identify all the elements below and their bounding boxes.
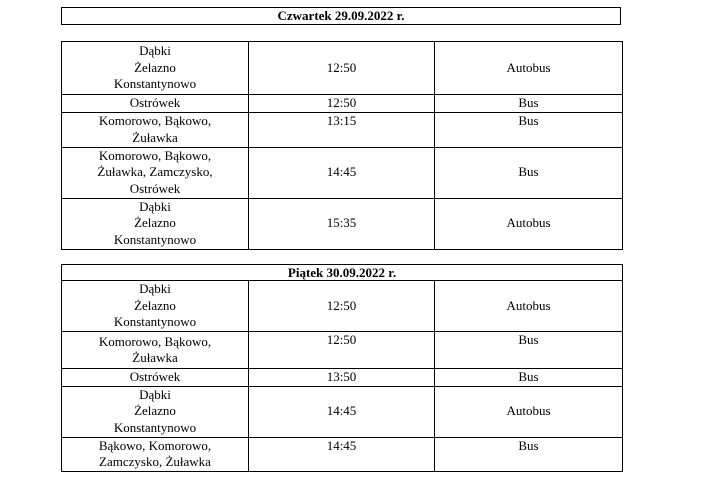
table-row (62, 147, 623, 198)
table-row (62, 369, 623, 387)
time-cell: 15:35 (249, 198, 435, 249)
time-cell: 13:50 (249, 369, 435, 387)
transport-cell: Bus (435, 147, 623, 198)
location-cell: Ostrówek (62, 95, 249, 113)
table-row (62, 95, 623, 113)
time-cell: 14:45 (249, 386, 435, 437)
transport-cell: Autobus (435, 198, 623, 249)
day2-schedule-table (61, 264, 623, 472)
table-row (62, 386, 623, 437)
location-cell: Dąbki Żelazno Konstantynowo (62, 386, 249, 437)
time-cell: 14:45 (249, 147, 435, 198)
time-cell: 14:45 (249, 437, 435, 471)
location-cell: Ostrówek (62, 369, 249, 387)
location-cell: Dąbki Żelazno Konstantynowo (62, 198, 249, 249)
table-row (62, 332, 623, 369)
day2-title: Piątek 30.09.2022 r. (62, 265, 623, 281)
time-cell: 12:50 (249, 95, 435, 113)
time-cell: 12:50 (249, 332, 435, 369)
transport-cell: Autobus (435, 281, 623, 332)
transport-cell: Autobus (435, 386, 623, 437)
day1-title-text: Czwartek 29.09.2022 r. (277, 8, 405, 23)
day2-title-row (62, 265, 623, 281)
table-row (62, 281, 623, 332)
table-row (62, 42, 623, 95)
location-cell: Dąbki Żelazno Konstantynowo (62, 42, 249, 95)
time-cell: 13:15 (249, 112, 435, 147)
transport-cell: Bus (435, 437, 623, 471)
table-row (62, 112, 623, 147)
table-row (62, 437, 623, 471)
location-cell: Komorowo, Bąkowo, Żuławka, Zamczysko, Ostrówek (62, 147, 249, 198)
time-cell: 12:50 (249, 281, 435, 332)
time-cell: 12:50 (249, 42, 435, 95)
table-row (62, 198, 623, 249)
transport-cell: Autobus (435, 42, 623, 95)
transport-cell: Bus (435, 112, 623, 147)
location-cell: Komorowo, Bąkowo, Żuławka (62, 112, 249, 147)
day1-title (61, 7, 621, 25)
location-cell: Bąkowo, Komorowo, Zamczysko, Żuławka (62, 437, 249, 471)
transport-cell: Bus (435, 95, 623, 113)
day1-schedule-table (61, 41, 623, 250)
location-cell: Komorowo, Bąkowo, Żuławka (62, 332, 249, 369)
transport-cell: Bus (435, 332, 623, 369)
location-cell: Dąbki Żelazno Konstantynowo (62, 281, 249, 332)
transport-cell: Bus (435, 369, 623, 387)
